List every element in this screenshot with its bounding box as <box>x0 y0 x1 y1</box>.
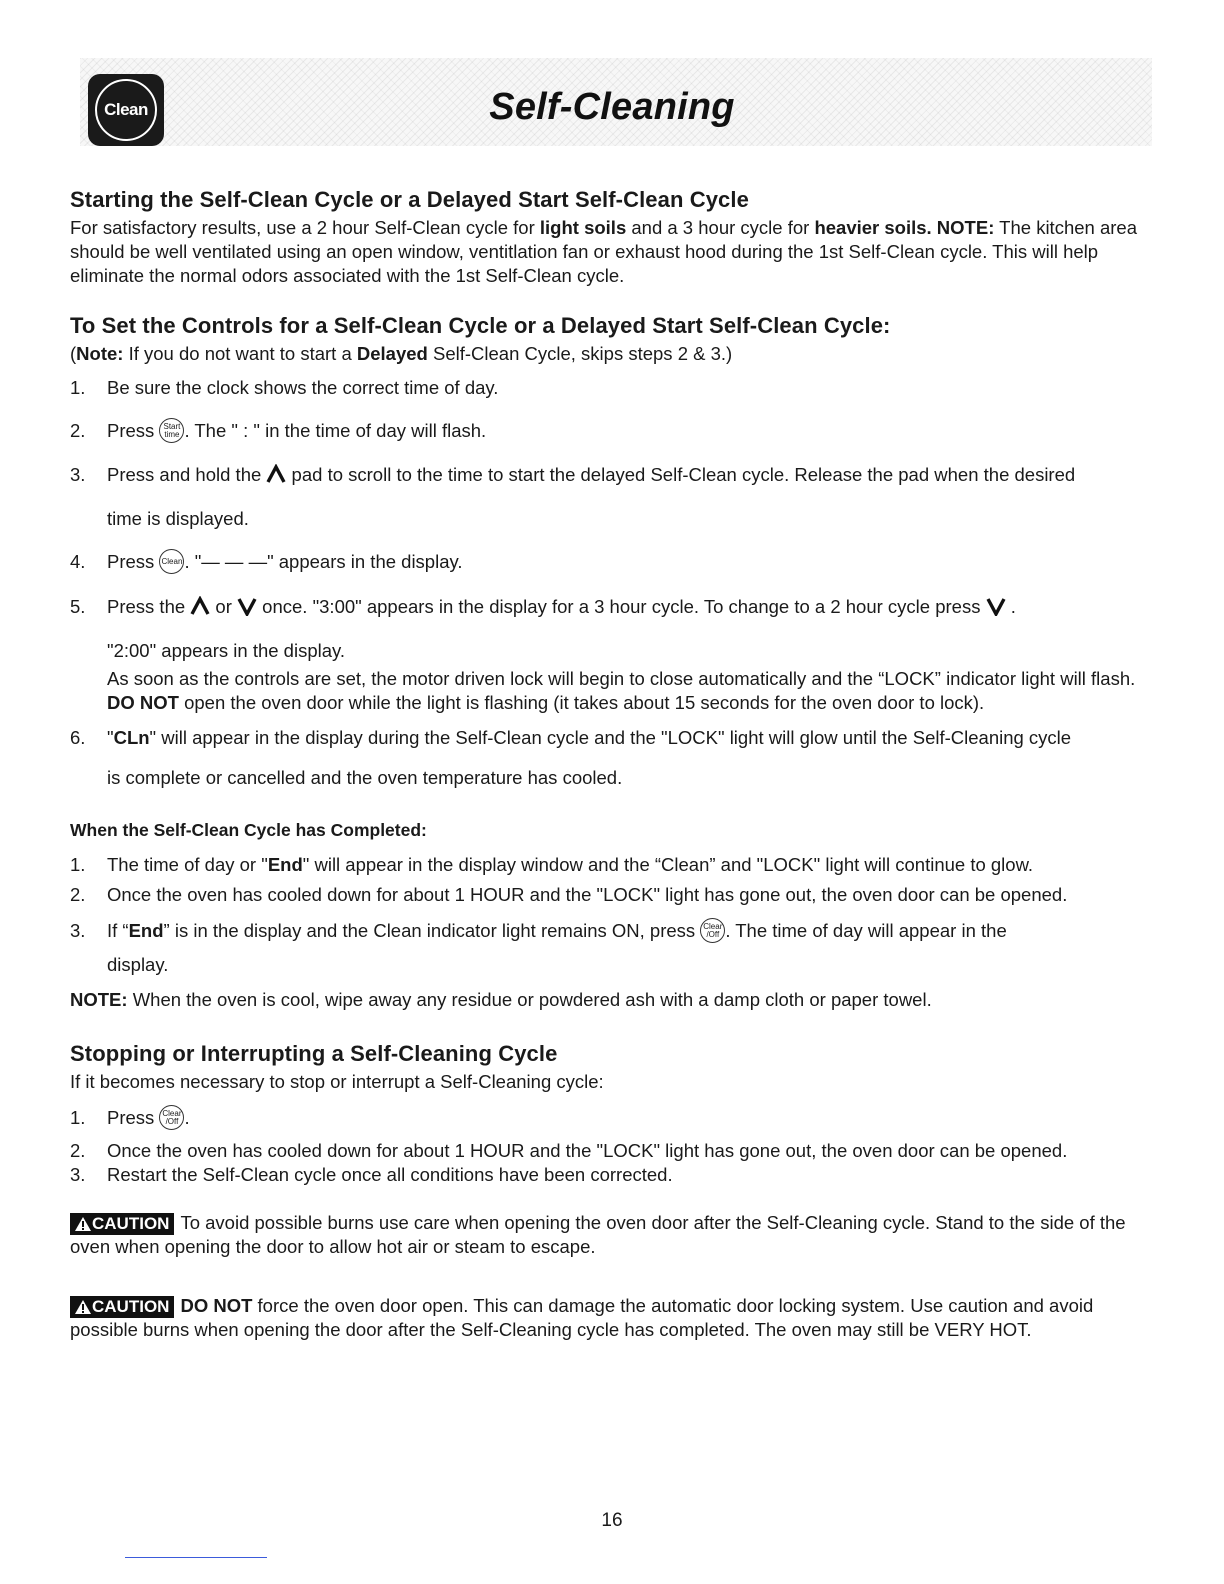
section-set-controls-note: (Note: If you do not want to start a Delayed Self-Clean Cycle, skips steps 2 & 3.) <box>70 343 733 364</box>
list-item-continuation: display. <box>107 954 169 975</box>
section-title-set-controls: To Set the Controls for a Self-Clean Cycle or a Delayed Start Self-Clean Cycle: <box>70 313 891 338</box>
section-title-starting: Starting the Self-Clean Cycle or a Delayed Start Self-Clean Cycle <box>70 187 749 212</box>
page-number: 16 <box>601 1510 623 1531</box>
section-stopping-intro: If it becomes necessary to stop or interrupt a Self-Cleaning cycle: <box>70 1071 604 1092</box>
up-arrow-icon <box>190 596 210 616</box>
section-title-stopping: Stopping or Interrupting a Self-Cleaning Cycle <box>70 1041 558 1066</box>
down-arrow-icon <box>986 596 1006 616</box>
warning-icon <box>74 1299 92 1315</box>
list-item-continuation: "2:00" appears in the display. <box>107 640 346 661</box>
caution-badge: CAUTION <box>70 1296 174 1318</box>
page-title: Self-Cleaning <box>489 86 735 128</box>
caution-notice: CAUTION To avoid possible burns use care when opening the oven door after the Self-Cleaning cycle. Stand to the side of the oven when opening the door to allow hot air or steam to escape. <box>70 1212 1126 1257</box>
list-item-continuation: As soon as the controls are set, the motor driven lock will begin to close automatically and the “LOCK” indicator light will flash. DO NOT open the oven door while the light is flashing (it takes about 15 seconds for the oven door to lock). <box>107 668 1136 713</box>
start-time-key-icon: Start time <box>159 418 184 443</box>
section-starting-paragraph: For satisfactory results, use a 2 hour Self-Clean cycle for light soils and a 3 hour cycle for heavier soils. NOTE: The kitchen area should be well ventilated using an open window, ventitlation fan or exhaust hood during the 1st Self-Clean cycle. This will help eliminate the normal odors associated with the 1st Self-Clean cycle. <box>70 217 1137 286</box>
down-arrow-icon <box>237 596 257 616</box>
caution-badge: CAUTION <box>70 1213 174 1235</box>
caution-notice: CAUTION DO NOT force the oven door open. This can damage the automatic door locking system. Use caution and avoid possible burns when opening the door after the Self-Cleaning cycle has completed. The oven may still be VERY HOT. <box>70 1295 1094 1340</box>
completed-note: NOTE: When the oven is cool, wipe away any residue or powdered ash with a damp cloth or paper towel. <box>70 989 932 1010</box>
section-title-completed: When the Self-Clean Cycle has Completed: <box>70 820 427 840</box>
warning-icon <box>74 1216 92 1232</box>
clean-key-icon: Clean <box>159 549 184 574</box>
list-item-continuation: is complete or cancelled and the oven temperature has cooled. <box>107 767 623 788</box>
list-item-continuation: time is displayed. <box>107 508 249 529</box>
clear-off-key-icon: Clear /Off <box>700 918 725 943</box>
up-arrow-icon <box>266 464 286 484</box>
footer-divider <box>125 1557 267 1558</box>
clear-off-key-icon: Clear /Off <box>159 1105 184 1130</box>
clean-icon-label: Clean <box>95 79 157 141</box>
